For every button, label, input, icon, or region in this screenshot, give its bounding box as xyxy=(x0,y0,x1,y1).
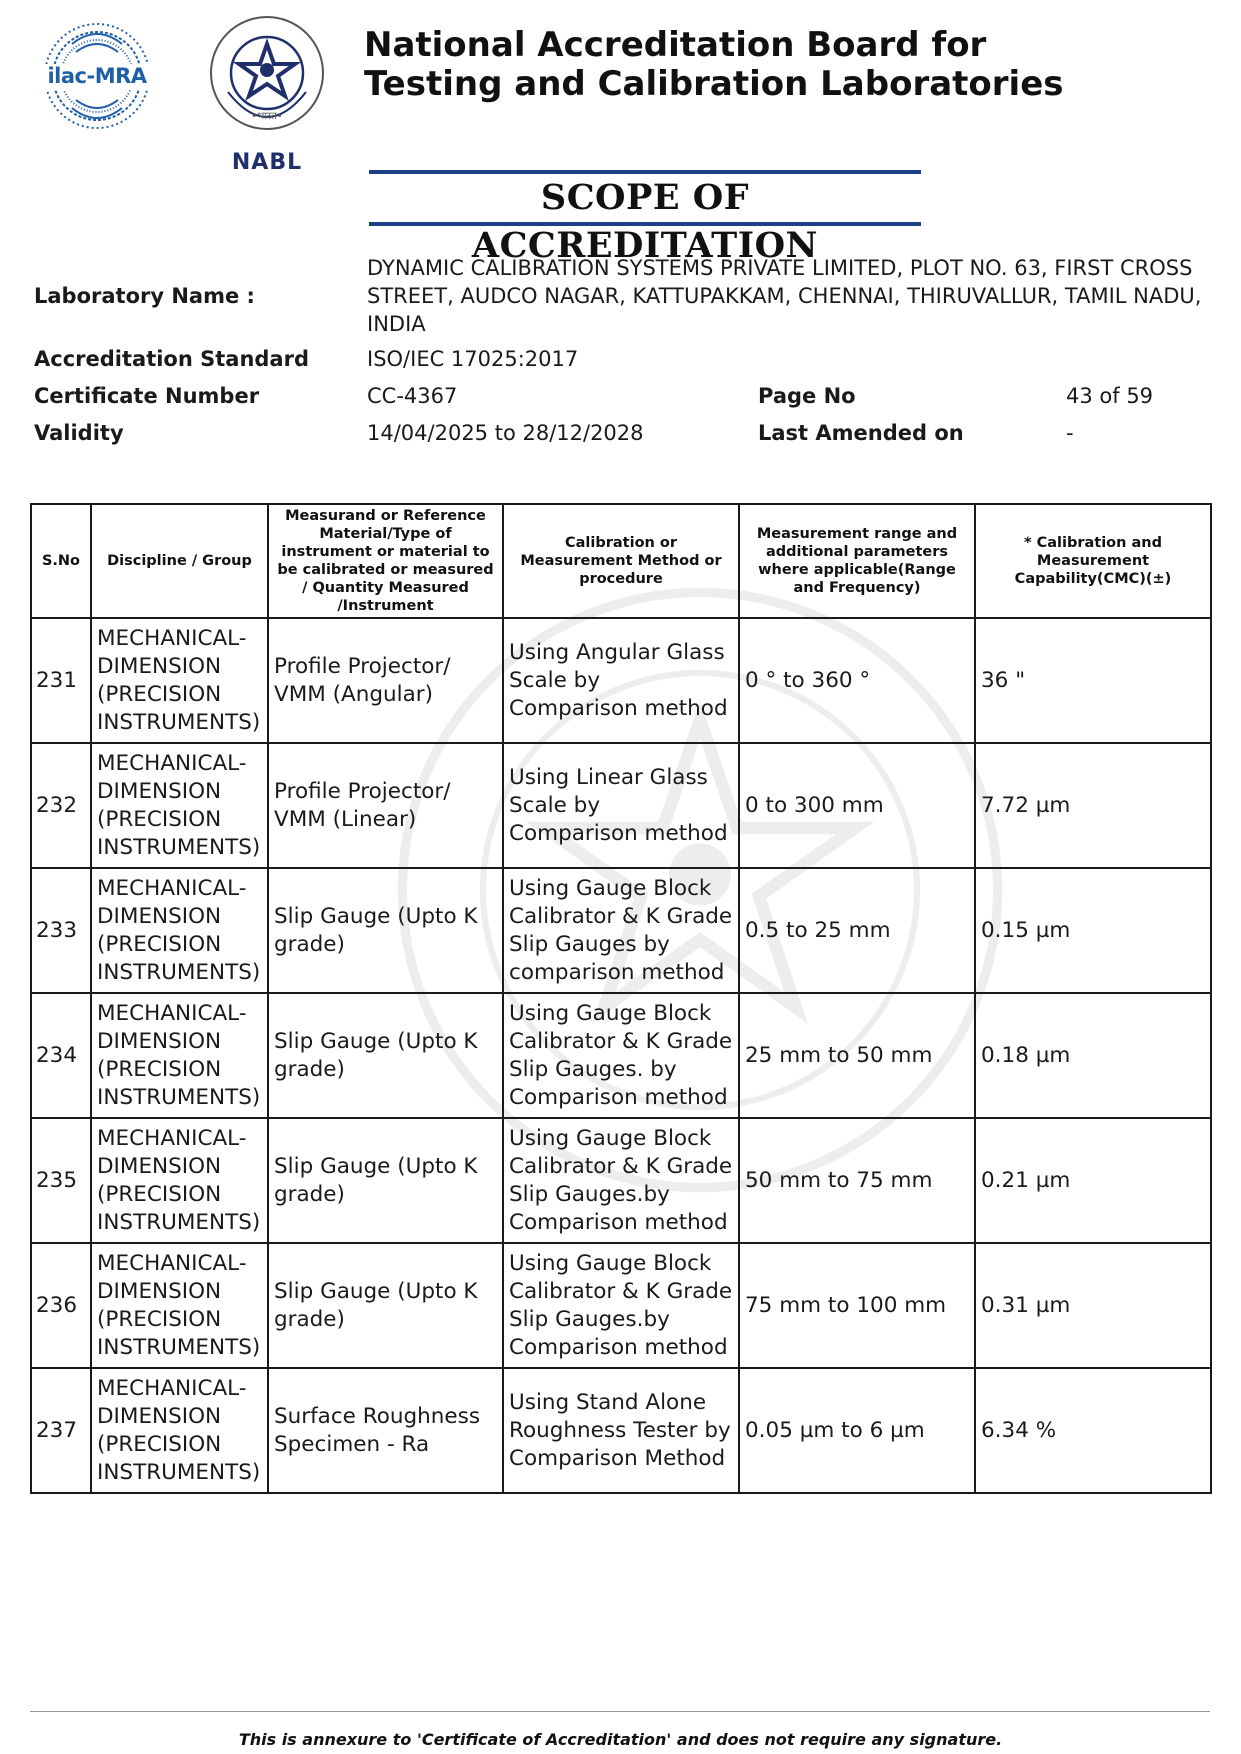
cell-cmc: 6.34 % xyxy=(975,1368,1211,1493)
page-no-value: 43 of 59 xyxy=(1066,384,1154,408)
validity-label: Validity xyxy=(34,421,124,445)
cell-range: 0 to 300 mm xyxy=(739,743,975,868)
cell-method: Using Angular Glass Scale by Comparison method xyxy=(503,618,739,743)
cell-cmc: 0.21 µm xyxy=(975,1118,1211,1243)
lab-name-line-2: STREET, AUDCO NAGAR, KATTUPAKKAM, CHENNAI, THIRUVALLUR, TAMIL NADU, xyxy=(367,284,1202,308)
header-sno: S.No xyxy=(31,504,91,618)
cell-cmc: 0.31 µm xyxy=(975,1243,1211,1368)
table-row xyxy=(31,868,1211,993)
nabl-emblem-icon xyxy=(208,14,326,154)
header-measurand: Measurand or Reference Material/Type of instrument or material to be calibrated or measured / Quantity Measured /Instrument xyxy=(268,504,503,618)
cell-method: Using Gauge Block Calibrator & K Grade Slip Gauges. by Comparison method xyxy=(503,993,739,1118)
cell-measurand: Surface Roughness Specimen - Ra xyxy=(268,1368,503,1493)
cell-measurand: Slip Gauge (Upto K grade) xyxy=(268,1243,503,1368)
nabl-bottom-text: •भारत• xyxy=(251,111,283,122)
cell-measurand: Slip Gauge (Upto K grade) xyxy=(268,1118,503,1243)
table-row xyxy=(31,1118,1211,1243)
cell-cmc: 7.72 µm xyxy=(975,743,1211,868)
cell-range: 0.05 µm to 6 µm xyxy=(739,1368,975,1493)
organisation-title xyxy=(364,26,1164,104)
header-range: Measurement range and additional parameters where applicable(Range and Frequency) xyxy=(739,504,975,618)
cell-sno: 234 xyxy=(31,993,91,1118)
lab-name-line-3: INDIA xyxy=(367,312,426,336)
cell-sno: 231 xyxy=(31,618,91,743)
cell-discipline: MECHANICAL- DIMENSION (PRECISION INSTRUMENTS) xyxy=(91,993,268,1118)
nabl-logo xyxy=(208,14,326,174)
org-title-line-2: Testing and Calibration Laboratories xyxy=(364,64,1064,104)
footer-note: This is annexure to 'Certificate of Accreditation' and does not require any signature. xyxy=(238,1730,1003,1749)
ilac-logo-text: ilac-MRA xyxy=(47,64,147,88)
cell-cmc: 36 " xyxy=(975,618,1211,743)
table-header-row xyxy=(31,504,1211,618)
certificate-number-label: Certificate Number xyxy=(34,384,260,408)
cell-discipline: MECHANICAL- DIMENSION (PRECISION INSTRUMENTS) xyxy=(91,868,268,993)
footer-divider xyxy=(30,1711,1210,1712)
table-row xyxy=(31,993,1211,1118)
cell-method: Using Gauge Block Calibrator & K Grade Slip Gauges by comparison method xyxy=(503,868,739,993)
page-no-label: Page No xyxy=(758,384,856,408)
last-amended-label: Last Amended on xyxy=(758,421,964,445)
scope-title: SCOPE OF ACCREDITATION xyxy=(471,177,819,266)
scope-table xyxy=(30,503,1212,1494)
org-title-line-1: National Accreditation Board for xyxy=(364,25,987,65)
cell-discipline: MECHANICAL- DIMENSION (PRECISION INSTRUMENTS) xyxy=(91,1243,268,1368)
cell-range: 25 mm to 50 mm xyxy=(739,993,975,1118)
cell-sno: 236 xyxy=(31,1243,91,1368)
cell-measurand: Profile Projector/ VMM (Angular) xyxy=(268,618,503,743)
cell-sno: 233 xyxy=(31,868,91,993)
table-row xyxy=(31,1368,1211,1493)
nabl-logo-text: NABL xyxy=(231,150,303,175)
validity-value: 14/04/2025 to 28/12/2028 xyxy=(367,421,644,445)
cell-sno: 237 xyxy=(31,1368,91,1493)
lab-name-line-1: DYNAMIC CALIBRATION SYSTEMS PRIVATE LIMITED, PLOT NO. 63, FIRST CROSS xyxy=(367,256,1193,280)
table-row xyxy=(31,743,1211,868)
standard-label: Accreditation Standard xyxy=(34,347,309,371)
standard-value: ISO/IEC 17025:2017 xyxy=(367,347,579,371)
lab-name-label: Laboratory Name : xyxy=(34,284,255,308)
scope-table-wrapper xyxy=(30,503,1210,1494)
cell-range: 0.5 to 25 mm xyxy=(739,868,975,993)
cell-range: 0 ° to 360 ° xyxy=(739,618,975,743)
cell-method: Using Gauge Block Calibrator & K Grade Slip Gauges.by Comparison method xyxy=(503,1118,739,1243)
cell-sno: 235 xyxy=(31,1118,91,1243)
cell-discipline: MECHANICAL- DIMENSION (PRECISION INSTRUMENTS) xyxy=(91,1368,268,1493)
lab-name-value xyxy=(367,254,1201,338)
ilac-mra-logo xyxy=(42,14,152,144)
cell-discipline: MECHANICAL- DIMENSION (PRECISION INSTRUMENTS) xyxy=(91,618,268,743)
table-row xyxy=(31,1243,1211,1368)
cell-measurand: Profile Projector/ VMM (Linear) xyxy=(268,743,503,868)
cell-method: Using Stand Alone Roughness Tester by Comparison Method xyxy=(503,1368,739,1493)
cell-method: Using Gauge Block Calibrator & K Grade Slip Gauges.by Comparison method xyxy=(503,1243,739,1368)
cell-range: 75 mm to 100 mm xyxy=(739,1243,975,1368)
table-row xyxy=(31,618,1211,743)
cell-discipline: MECHANICAL- DIMENSION (PRECISION INSTRUMENTS) xyxy=(91,1118,268,1243)
certificate-number-value: CC-4367 xyxy=(367,384,458,408)
cell-range: 50 mm to 75 mm xyxy=(739,1118,975,1243)
scope-title-box xyxy=(369,170,921,266)
cell-measurand: Slip Gauge (Upto K grade) xyxy=(268,868,503,993)
last-amended-value: - xyxy=(1066,421,1074,445)
cell-cmc: 0.18 µm xyxy=(975,993,1211,1118)
header-method: Calibration or Measurement Method or procedure xyxy=(503,504,739,618)
cell-method: Using Linear Glass Scale by Comparison method xyxy=(503,743,739,868)
cell-measurand: Slip Gauge (Upto K grade) xyxy=(268,993,503,1118)
cell-cmc: 0.15 µm xyxy=(975,868,1211,993)
cell-discipline: MECHANICAL- DIMENSION (PRECISION INSTRUMENTS) xyxy=(91,743,268,868)
header-cmc: * Calibration and Measurement Capability(CMC)(±) xyxy=(975,504,1211,618)
cell-sno: 232 xyxy=(31,743,91,868)
header-discipline: Discipline / Group xyxy=(91,504,268,618)
